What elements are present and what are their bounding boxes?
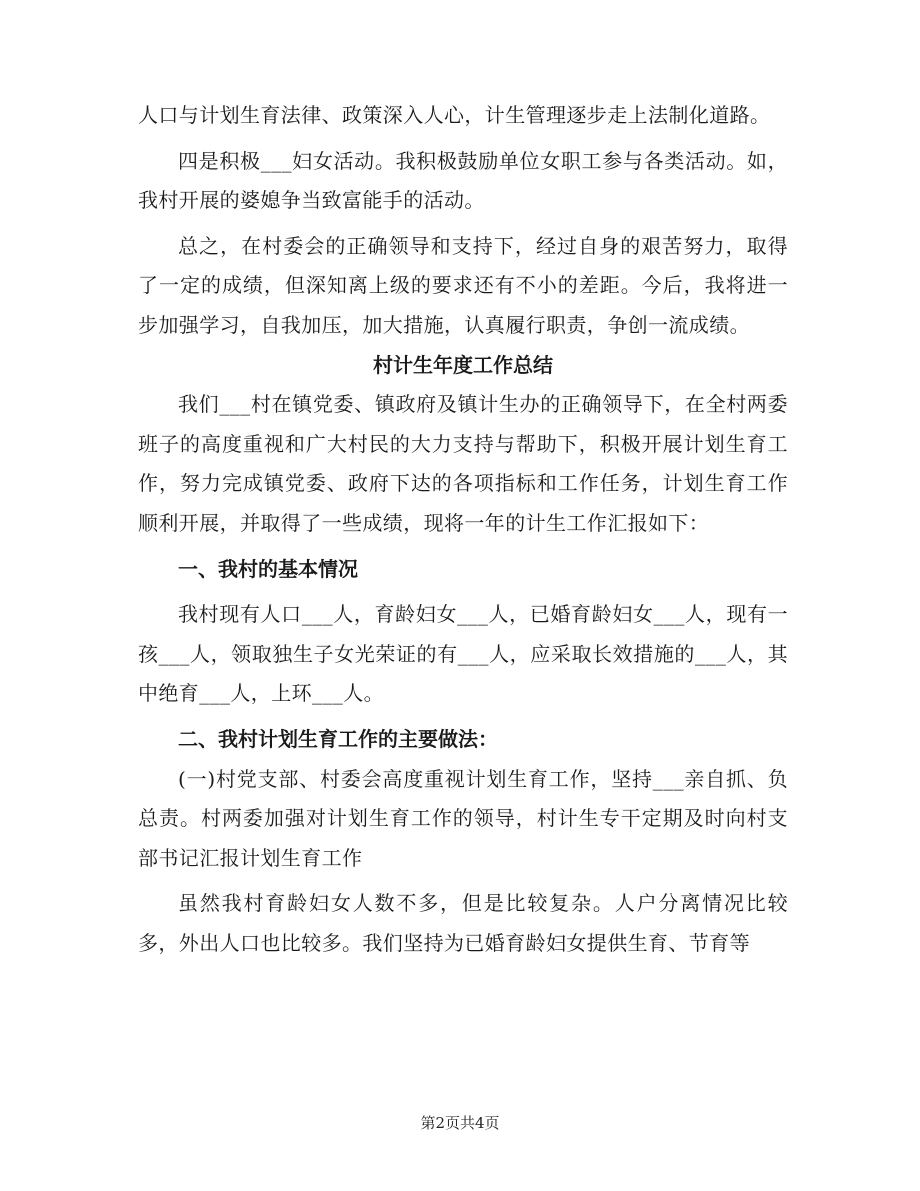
paragraph-population-stats: 我村现有人口___人，育龄妇女___人，已婚育龄妇女___人，现有一孩___人，领取独生子女光荣证的有___人，应采取长效措施的___人，其中绝育___人，上环___人。: [138, 602, 788, 706]
section-title: 村计生年度工作总结: [373, 352, 553, 377]
document-body: [138, 96, 788, 963]
paragraph-conclusion: 总之，在村委会的正确领导和支持下，经过自身的艰苦努力，取得了一定的成绩，但深知离上级的要求还有不小的差距。今后，我将进一步加强学习，自我加压，加大措施，认真履行职责，争创一流成绩。: [138, 233, 788, 337]
paragraph-women-activities: 四是积极___妇女活动。我积极鼓励单位女职工参与各类活动。如，我村开展的婆媳争当致富能手的活动。: [138, 148, 788, 213]
paragraph-intro-continuation: 人口与计划生育法律、政策深入人心，计生管理逐步走上法制化道路。: [138, 103, 771, 127]
heading-basic-situation: 一、我村的基本情况: [178, 556, 358, 581]
heading-main-practices: 二、我村计划生育工作的主要做法：: [178, 726, 498, 751]
paragraph-leadership: (一)村党支部、村委会高度重视计划生育工作，坚持___亲自抓、负总责。村两委加强对计划生育工作的领导，村计生专干定期及时向村支部书记汇报计划生育工作: [138, 766, 788, 870]
paragraph-women-services: 虽然我村育龄妇女人数不多，但是比较复杂。人户分离情况比较多，外出人口也比较多。我们坚持为已婚育龄妇女提供生育、节育等: [138, 891, 788, 955]
paragraph-report-intro: 我们___村在镇党委、镇政府及镇计生办的正确领导下，在全村两委班子的高度重视和广大村民的大力支持与帮助下，积极开展计划生育工作，努力完成镇党委、政府下达的各项指标和工作任务，计划生育工作顺利开展，并取得了一些成绩，现将一年的计生工作汇报如下：: [138, 392, 788, 535]
page-number-footer: 第2页共4页: [420, 1114, 500, 1132]
